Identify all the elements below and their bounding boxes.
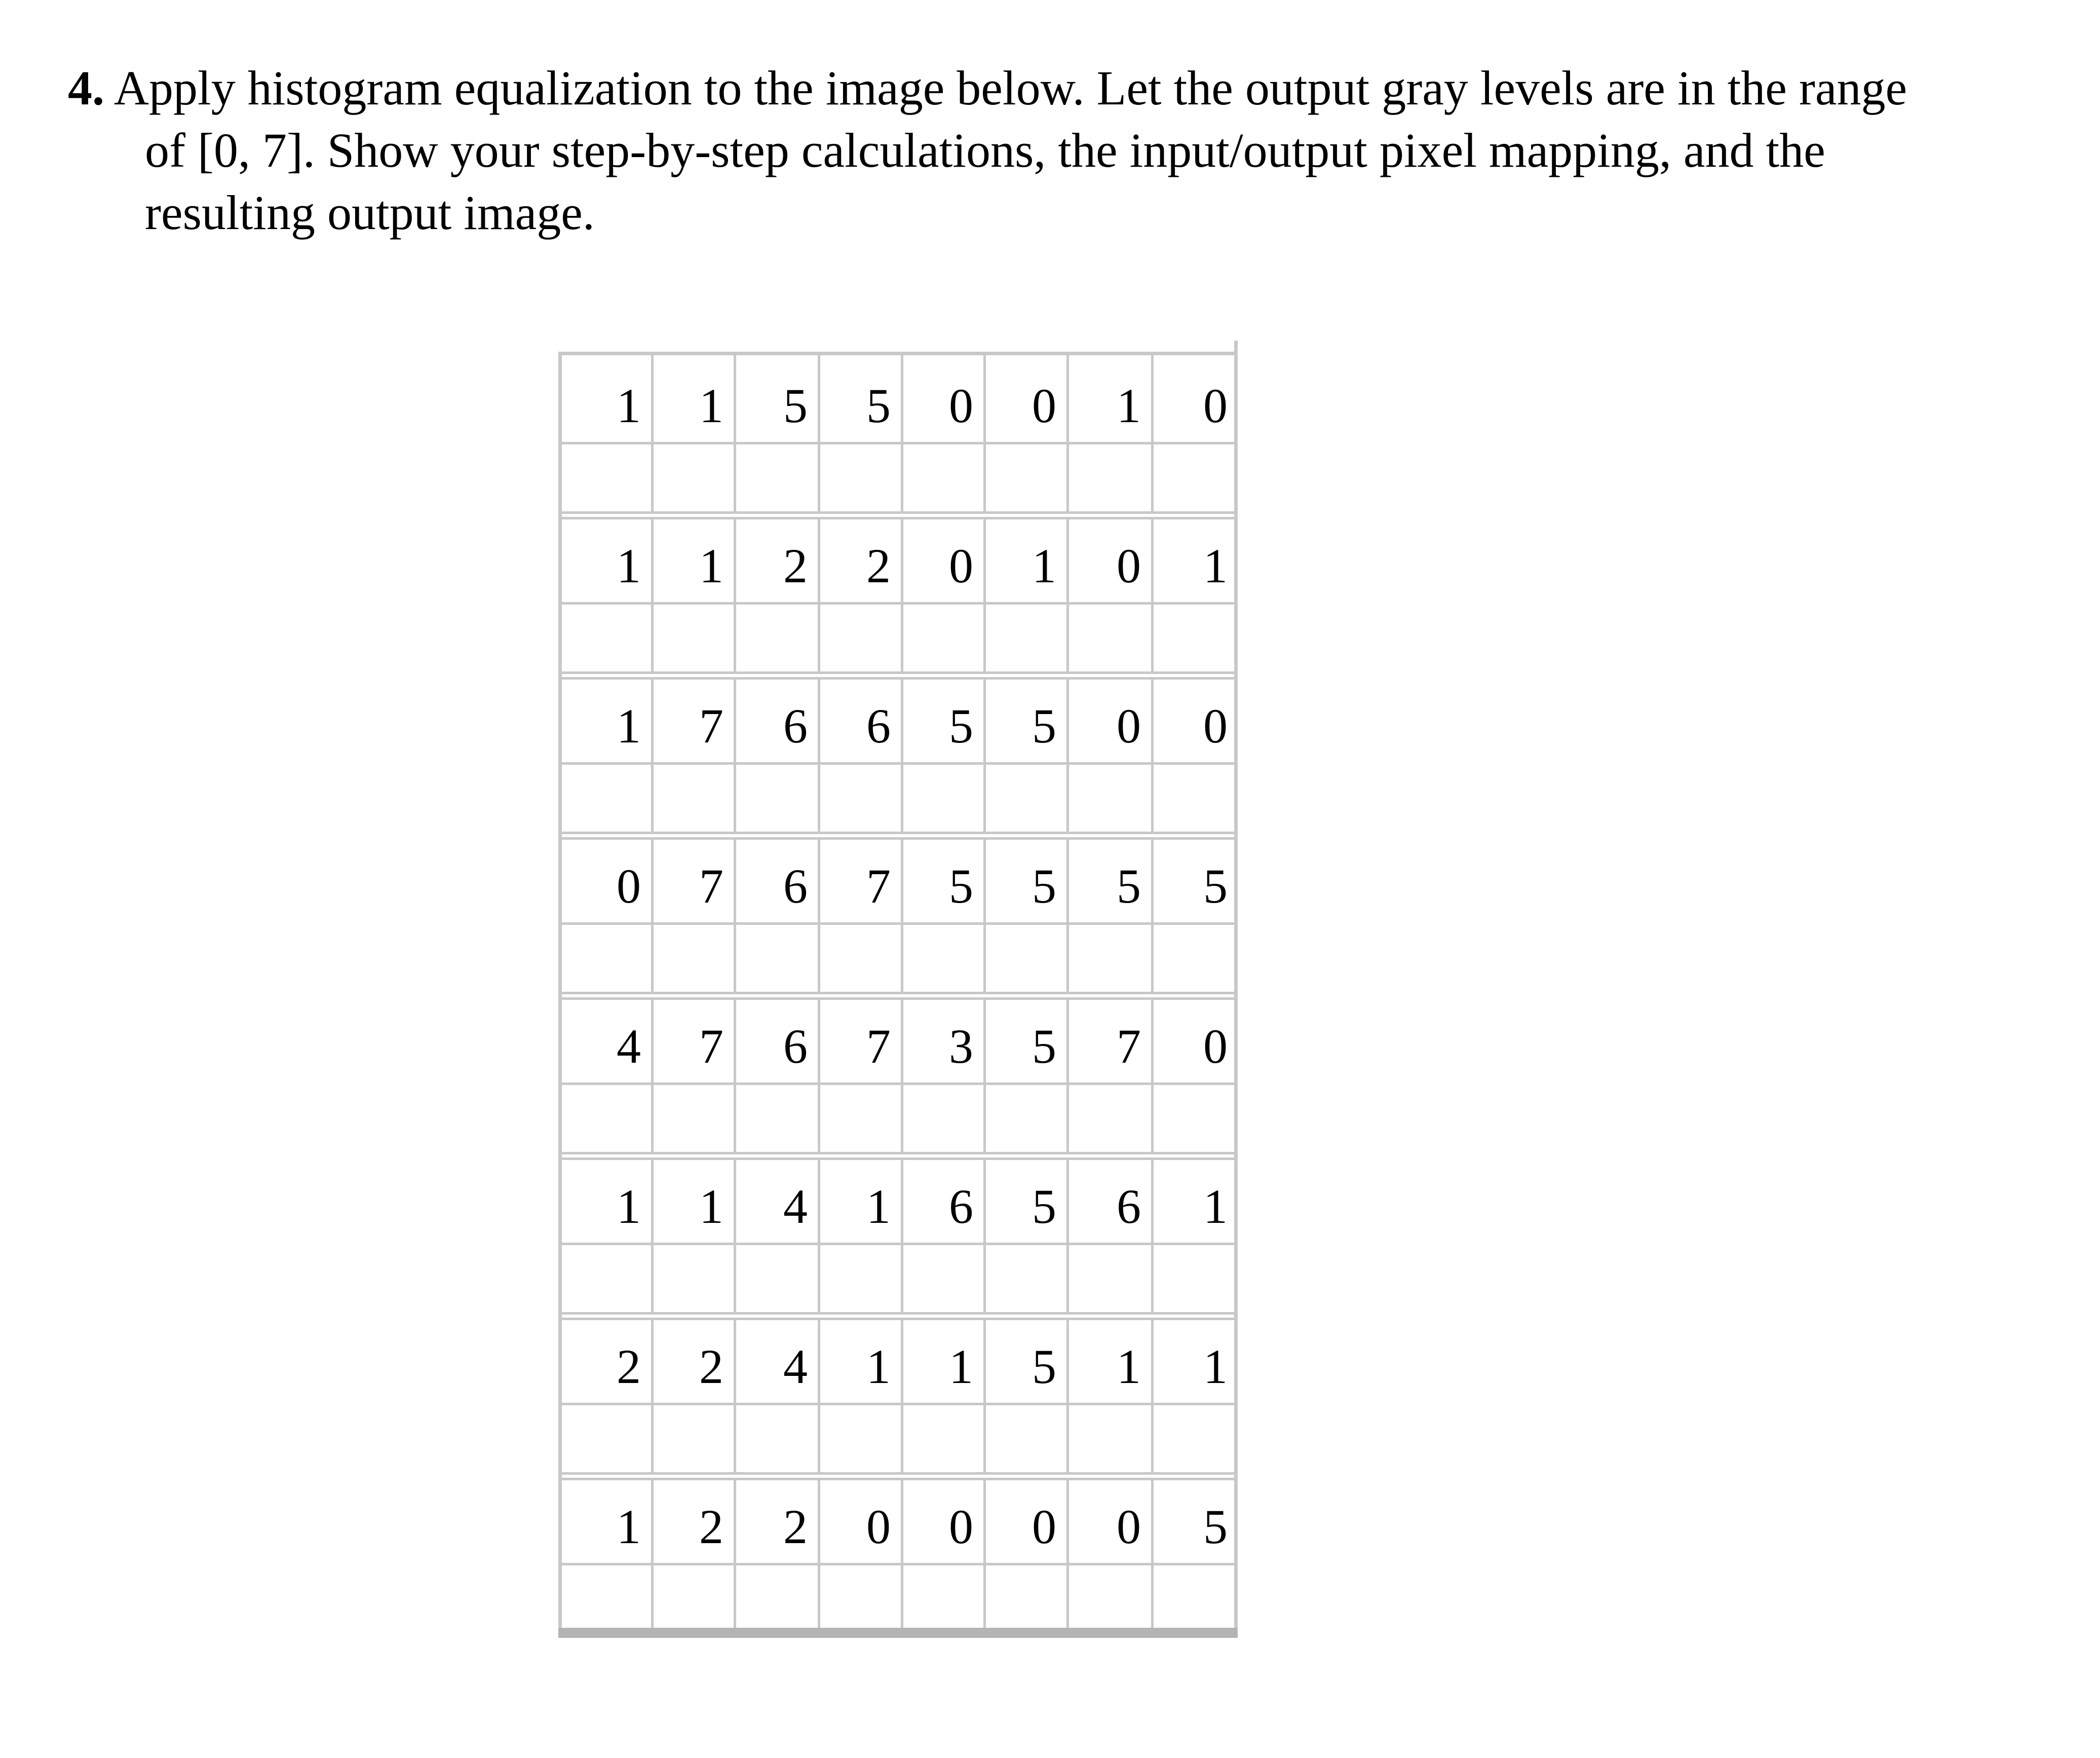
pixel-value: 0 [1117,699,1141,753]
pixel-cell [903,1160,986,1243]
blank-cell [562,1565,654,1632]
pixel-cell [562,519,654,602]
blank-cell [820,1405,903,1472]
pixel-cell [1069,1320,1154,1403]
blank-cell [736,1085,820,1152]
pixel-value: 4 [783,1339,808,1394]
pixel-cell [986,1000,1069,1082]
pixel-value: 1 [949,1339,973,1394]
pixel-value: 7 [699,699,723,753]
blank-cell [736,1405,820,1472]
pixel-value: 5 [1032,1179,1056,1233]
pixel-value: 1 [866,1179,891,1233]
pixel-cell [1154,1000,1238,1082]
pixel-cell [903,355,986,442]
pixel-cell [562,840,654,922]
pixel-value: 5 [1203,1500,1228,1554]
blank-cell [562,925,654,992]
blank-cell [654,1565,736,1632]
pixel-value: 5 [1032,1339,1056,1394]
blank-cell [1069,1405,1154,1472]
pixel-cell [820,1160,903,1243]
pixel-cell [820,680,903,762]
blank-cell [1069,605,1154,671]
blank-cell [1069,1085,1154,1152]
pixel-cell [1154,1480,1238,1563]
pixel-value: 1 [699,539,723,593]
pixel-cell [903,519,986,602]
pixel-value: 6 [783,699,808,753]
row-separator [562,511,1234,519]
question-line-3: resulting output image. [145,185,595,240]
pixel-cell [986,355,1069,442]
pixel-value: 2 [699,1339,723,1394]
blank-cell [903,1085,986,1152]
pixel-value: 7 [866,1019,891,1073]
pixel-cell [820,1320,903,1403]
pixel-value: 1 [1117,1339,1141,1394]
blank-cell [562,605,654,671]
blank-cell [820,1565,903,1632]
pixel-value: 2 [866,539,891,593]
blank-cell [986,1405,1069,1472]
pixel-cell [1154,680,1238,762]
pixel-cell [654,1000,736,1082]
blank-cell [654,765,736,832]
blank-cell [736,1565,820,1632]
pixel-value: 0 [1117,1500,1141,1554]
blank-cell [736,444,820,511]
pixel-value: 0 [949,379,973,433]
pixel-value: 1 [617,1179,641,1233]
pixel-value: 0 [1032,1500,1056,1554]
pixel-cell [903,1320,986,1403]
pixel-value: 4 [617,1019,641,1073]
blank-cell [1069,444,1154,511]
pixel-cell [562,680,654,762]
pixel-value: 2 [783,539,808,593]
blank-cell [654,444,736,511]
pixel-cell [562,355,654,442]
pixel-cell [1069,1000,1154,1082]
pixel-cell [820,1480,903,1563]
blank-cell [903,1405,986,1472]
row-separator [562,1472,1234,1480]
pixel-value: 1 [1203,1339,1228,1394]
pixel-cell [1154,840,1238,922]
pixel-cell [562,1320,654,1403]
pixel-value: 5 [866,379,891,433]
pixel-cell [903,680,986,762]
pixel-value: 0 [1032,379,1056,433]
pixel-value: 0 [1117,539,1141,593]
blank-cell [1069,1565,1154,1632]
pixel-cell [1154,1320,1238,1403]
pixel-value: 6 [783,1019,808,1073]
pixel-value: 5 [949,859,973,913]
pixel-value: 1 [699,379,723,433]
grid-bottom-border [558,1628,1238,1638]
blank-cell [562,765,654,832]
pixel-cell [986,519,1069,602]
blank-cell [1154,1405,1238,1472]
pixel-cell [903,1000,986,1082]
blank-cell [820,1245,903,1312]
pixel-cell [654,519,736,602]
pixel-cell [1069,680,1154,762]
pixel-value: 7 [699,1019,723,1073]
blank-cell [654,925,736,992]
question-line-2: of [0, 7]. Show your step-by-step calculations, the input/output pixel mapping, and the [145,123,1825,177]
blank-cell [736,605,820,671]
pixel-cell [986,680,1069,762]
pixel-cell [986,1480,1069,1563]
pixel-cell [1154,519,1238,602]
pixel-value: 2 [617,1339,641,1394]
blank-cell [654,1245,736,1312]
pixel-cell [654,1480,736,1563]
pixel-value: 1 [1203,1179,1228,1233]
pixel-value: 4 [783,1179,808,1233]
pixel-cell [654,1160,736,1243]
pixel-cell [736,1000,820,1082]
blank-cell [986,1565,1069,1632]
pixel-cell [654,840,736,922]
pixel-value: 1 [617,699,641,753]
pixel-value: 1 [699,1179,723,1233]
pixel-cell [736,840,820,922]
pixel-value: 5 [1032,699,1056,753]
blank-cell [1154,925,1238,992]
blank-cell [903,605,986,671]
blank-cell [736,1245,820,1312]
blank-cell [903,765,986,832]
blank-cell [1069,1245,1154,1312]
pixel-value: 1 [1117,379,1141,433]
blank-cell [986,1245,1069,1312]
pixel-cell [736,1320,820,1403]
pixel-value: 7 [866,859,891,913]
blank-cell [903,925,986,992]
blank-cell [1154,605,1238,671]
pixel-value: 1 [1203,539,1228,593]
blank-cell [903,1565,986,1632]
pixel-cell [986,1320,1069,1403]
blank-cell [736,765,820,832]
blank-cell [986,605,1069,671]
blank-cell [1154,1245,1238,1312]
blank-cell [562,1405,654,1472]
pixel-value: 1 [617,1500,641,1554]
blank-cell [1154,1085,1238,1152]
blank-cell [820,444,903,511]
blank-cell [820,925,903,992]
pixel-value: 3 [949,1019,973,1073]
row-separator [562,1312,1234,1320]
pixel-value: 5 [1117,859,1141,913]
pixel-cell [654,355,736,442]
pixel-cell [562,1160,654,1243]
pixel-cell [820,355,903,442]
blank-cell [820,765,903,832]
blank-cell [1154,765,1238,832]
blank-cell [820,1085,903,1152]
pixel-cell [903,840,986,922]
pixel-cell [654,1320,736,1403]
pixel-cell [820,519,903,602]
row-separator [562,671,1234,680]
pixel-cell [1154,355,1238,442]
blank-cell [736,925,820,992]
pixel-value: 0 [949,539,973,593]
pixel-value: 0 [866,1500,891,1554]
pixel-cell [736,1160,820,1243]
pixel-value: 5 [1203,859,1228,913]
blank-cell [1154,444,1238,511]
blank-cell [903,444,986,511]
pixel-cell [1154,1160,1238,1243]
pixel-cell [820,1000,903,1082]
row-separator [562,992,1234,1000]
pixel-value: 1 [866,1339,891,1394]
question-text [68,57,2044,244]
pixel-cell [820,840,903,922]
pixel-cell [986,1160,1069,1243]
pixel-cell [736,355,820,442]
pixel-value: 0 [1203,379,1228,433]
pixel-cell [562,1000,654,1082]
blank-cell [820,605,903,671]
question-line-1 [68,57,2044,119]
row-separator [562,1152,1234,1160]
pixel-value: 6 [783,859,808,913]
question-number: 4. [68,61,104,115]
blank-cell [986,765,1069,832]
pixel-cell [1069,840,1154,922]
blank-cell [654,605,736,671]
pixel-value: 1 [1032,539,1056,593]
pixel-value: 0 [1203,699,1228,753]
pixel-value: 5 [949,699,973,753]
pixel-cell [736,1480,820,1563]
pixel-cell [562,1480,654,1563]
blank-cell [562,444,654,511]
pixel-cell [1069,519,1154,602]
pixel-value: 0 [617,859,641,913]
pixel-value: 0 [1203,1019,1228,1073]
pixel-value: 6 [1117,1179,1141,1233]
pixel-value: 1 [617,379,641,433]
blank-cell [1069,925,1154,992]
blank-cell [562,1245,654,1312]
pixel-cell [736,519,820,602]
pixel-cell [1069,1480,1154,1563]
pixel-cell [736,680,820,762]
input-image-grid [558,352,1238,1637]
pixel-cell [903,1480,986,1563]
blank-cell [654,1405,736,1472]
pixel-cell [986,840,1069,922]
pixel-value: 7 [699,859,723,913]
blank-cell [1069,765,1154,832]
blank-cell [654,1085,736,1152]
pixel-cell [654,680,736,762]
pixel-value: 5 [1032,1019,1056,1073]
blank-cell [986,444,1069,511]
pixel-value: 5 [1032,859,1056,913]
blank-cell [562,1085,654,1152]
question-line-1-text: Apply histogram equalization to the image below. Let the output gray levels are in the range [113,61,1907,115]
blank-cell [986,1085,1069,1152]
pixel-value: 2 [783,1500,808,1554]
pixel-value: 6 [866,699,891,753]
row-separator [562,832,1234,840]
pixel-cell [1069,1160,1154,1243]
pixel-cell [1069,355,1154,442]
pixel-value: 2 [699,1500,723,1554]
pixel-value: 6 [949,1179,973,1233]
pixel-value: 0 [949,1500,973,1554]
blank-cell [986,925,1069,992]
pixel-value: 5 [783,379,808,433]
pixel-value: 7 [1117,1019,1141,1073]
blank-cell [903,1245,986,1312]
pixel-value: 1 [617,539,641,593]
blank-cell [1154,1565,1238,1632]
